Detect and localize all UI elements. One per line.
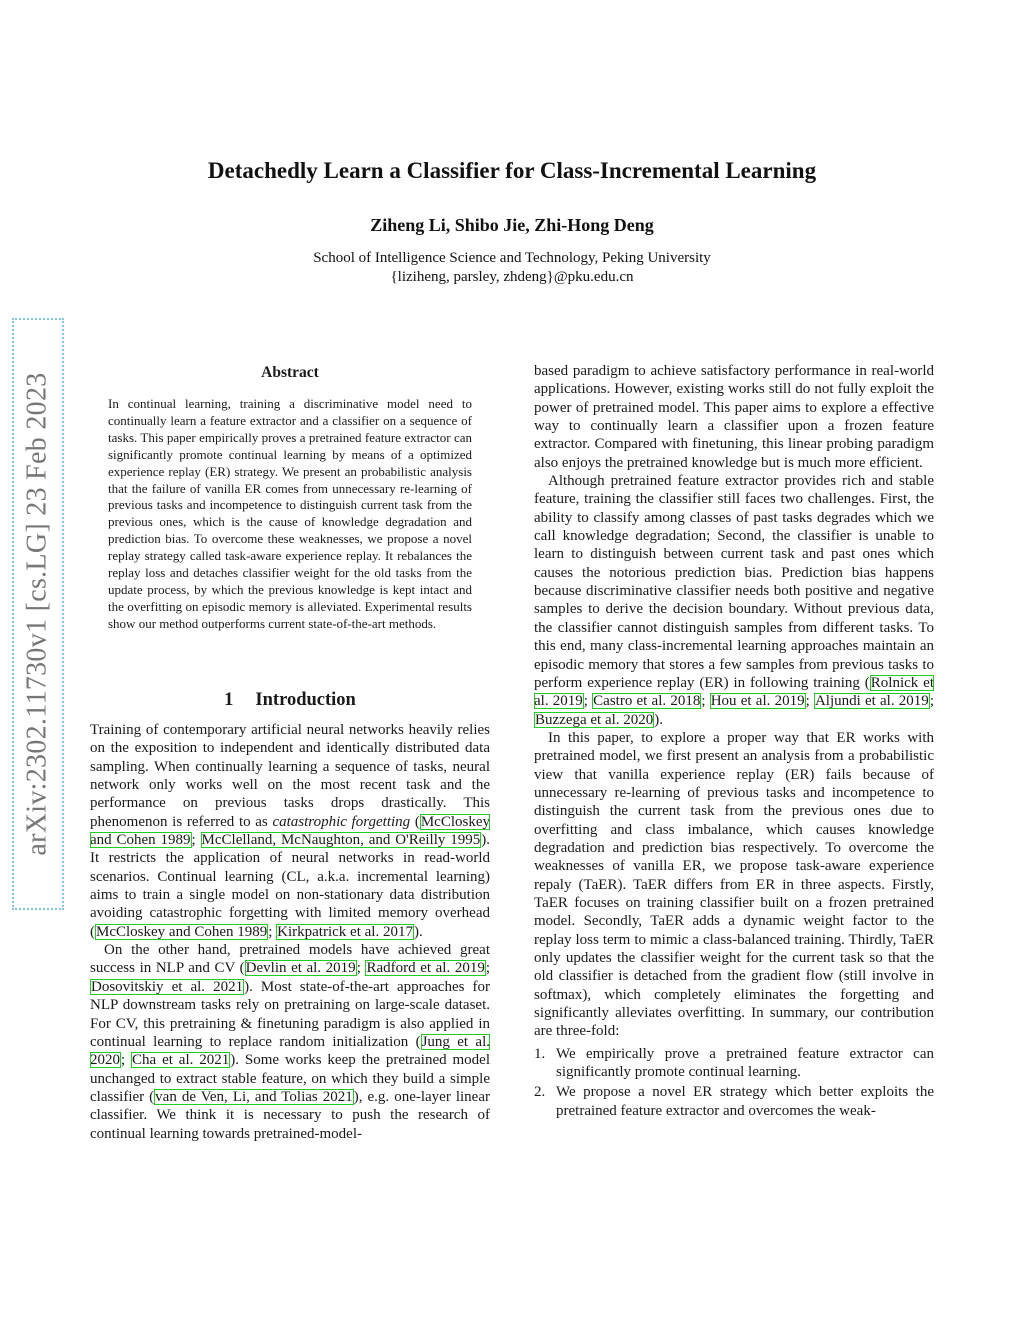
arxiv-sidebar	[12, 318, 64, 910]
citation-link[interactable]: Devlin et al. 2019	[245, 960, 356, 977]
affiliation: School of Intelligence Science and Technology, Peking University	[313, 250, 711, 266]
left-column-body	[90, 721, 490, 1143]
citation-link[interactable]: McCloskey and Cohen 1989	[96, 923, 268, 940]
list-item-text: We empirically prove a pretrained feature extractor can significantly promote continual learning.	[556, 1045, 934, 1081]
citation-link[interactable]: Aljundi et al. 2019	[814, 693, 929, 710]
citation-link[interactable]: Dosovitskiy et al. 2021	[91, 978, 244, 995]
citation-link[interactable]: Hou et al. 2019	[710, 693, 805, 710]
citation-link[interactable]: Jung et al. 2020	[90, 1033, 490, 1069]
list-item	[534, 1045, 934, 1082]
section-number: 1	[224, 690, 234, 710]
list-item-text: We propose a novel ER strategy which better exploits the pretrained feature extractor and overcomes the weak-	[556, 1084, 934, 1119]
list-item-number: 2.	[534, 1084, 546, 1101]
right-paragraph-1: based paradigm to achieve satisfactory performance in real-world applications. However, existing works still do not fully exploit the power of pretrained model. This paper aims to explore a effective way to continually learn a classifier upon a frozen feature extractor. Compared with finetuning, this linear probing paradigm also enjoys the pretrained knowledge but is much more efficient.	[534, 363, 934, 471]
abstract-body: In continual learning, training a discriminative model need to continually learn a feature extractor and a classifier on a sequence of tasks. This paper empirically proves a pretrained feature extractor can significantly promote continual learning by means of a optimized experience replay (ER) strategy. We present an probabilistic analysis that the failure of vanilla ER comes from unnecessary re-learning of previous tasks and incompetence to distinguish current task from the previous ones, which is the cause of knowledge degradation and prediction bias. To overcome these weaknesses, we propose a novel replay strategy called task-aware experience replay. It rebalances the replay loss and detaches classifier weight for the old tasks from the update process, by which the previous knowledge is kept intact and the overfitting on episodic memory is alleviated. Experimental results show our method outperforms current state-of-the-art methods.	[108, 396, 472, 631]
citation-link[interactable]: Rolnick et al. 2019	[534, 674, 934, 710]
citation-link[interactable]: Buzzega et al. 2020	[535, 711, 654, 728]
right-paragraph-2: Although pretrained feature extractor provides rich and stable feature, training the classifier still faces two challenges. First, the ability to classify among classes of past tasks degrades which we call knowledge degradation; Second, the classifier is unable to learn to distinguish between current task and past ones which causes the notorious prediction bias. Prediction bias happens because discriminative classifier needs both positive and negative samples to derive the decision boundary. Without previous data, the classifier cannot distinguish samples from different tasks. To this end, many class-incremental learning approaches maintain an episodic memory that stores a few samples from previous tasks to perform experience replay (ER) in following training (Rolnick et al. 2019; Castro et al. 2018; Hou et al. 2019; Aljundi et al. 2019; Buzzega et al. 2020).	[534, 473, 934, 728]
abstract-heading: Abstract	[261, 364, 319, 381]
citation-link[interactable]: McClelland, McNaughton, and O'Reilly 1995	[201, 832, 481, 849]
citation-link[interactable]: van de Ven, Li, and Tolias 2021	[155, 1088, 353, 1105]
section-title: Introduction	[255, 690, 356, 710]
citation-link[interactable]: McCloskey and Cohen 1989	[90, 813, 491, 849]
paper-authors: Ziheng Li, Shibo Jie, Zhi-Hong Deng	[370, 215, 654, 235]
list-item	[534, 1083, 934, 1120]
affiliation-block	[0, 249, 1024, 287]
citation-link[interactable]: Cha et al. 2021	[132, 1052, 230, 1069]
citation-link[interactable]: Castro et al. 2018	[593, 693, 701, 710]
contribution-list	[534, 1045, 934, 1120]
intro-paragraph-1: Training of contemporary artificial neural networks heavily relies on the exposition to independent and identically distributed data sampling. When continually learning a sequence of tasks, neural network only works well on the most recent task and the performance on previous tasks drops drastically. This phenomenon is referred to as catastrophic forgetting (McCloskey and Cohen 1989; McClelland, McNaughton, and O'Reilly 1995). It restricts the application of neural networks in read-world scenarios. Continual learning (CL, a.k.a. incremental learning) aims to train a single model on non-stationary data distribution avoiding catastrophic forgetting with limited memory overhead (McCloskey and Cohen 1989; Kirkpatrick et al. 2017).	[90, 722, 491, 940]
emphasis-term: catastrophic forgetting	[272, 813, 411, 830]
section-heading-introduction	[90, 690, 490, 711]
list-item-number: 1.	[534, 1045, 546, 1062]
right-paragraph-3: In this paper, to explore a proper way that ER works with pretrained model, we first present an analysis from a probabilistic view that vanilla experience replay (ER) fails because of unnecessary re-learning of previous tasks and incompetence to distinguish the current task from the previous ones due to overfitting and class imbalance, which causes knowledge degradation and prediction bias respectively. To overcome the weaknesses of vanilla ER, we propose task-aware experience repaly (TaER). TaER differs from ER in three aspects. Firstly, TaER focuses on training classifier built on a frozen pretrained model. Secondly, TaER adds a dynamic weight factor to the replay loss term to mimic a class-balanced training. Thirdly, TaER only updates the classifier weight for the current task so that the old classifier is detached from the gradient flow (still involve in softmax), which completely eliminates the forgetting and significantly alleviates overfitting. In summary, our contribution are three-fold:	[534, 729, 934, 1040]
author-emails: {liziheng, parsley, zhdeng}@pku.edu.cn	[390, 269, 634, 285]
citation-link[interactable]: Kirkpatrick et al. 2017	[277, 923, 413, 940]
intro-paragraph-2: On the other hand, pretrained models have achieved great success in NLP and CV (Devlin et al. 2019; Radford et al. 2019; Dosovitskiy et al. 2021). Most state-of-the-art approaches for NLP downstream tasks rely on pretraining on large-scale dataset. For CV, this pretraining & finetuning paradigm is also applied in continual learning to replace random initialization (Jung et al. 2020; Cha et al. 2021). Some works keep the pretrained model unchanged to extract stable feature, on which they build a simple classifier (van de Ven, Li, and Tolias 2021), e.g. one-layer linear classifier. We think it is necessary to push the research of continual learning towards pretrained-model-	[90, 942, 490, 1142]
arxiv-identifier: arXiv:2302.11730v1 [cs.LG] 23 Feb 2023	[22, 372, 54, 856]
citation-link[interactable]: Radford et al. 2019	[366, 960, 485, 977]
paper-title: Detachedly Learn a Classifier for Class-Incremental Learning	[207, 158, 817, 183]
right-column-body	[534, 362, 934, 1122]
